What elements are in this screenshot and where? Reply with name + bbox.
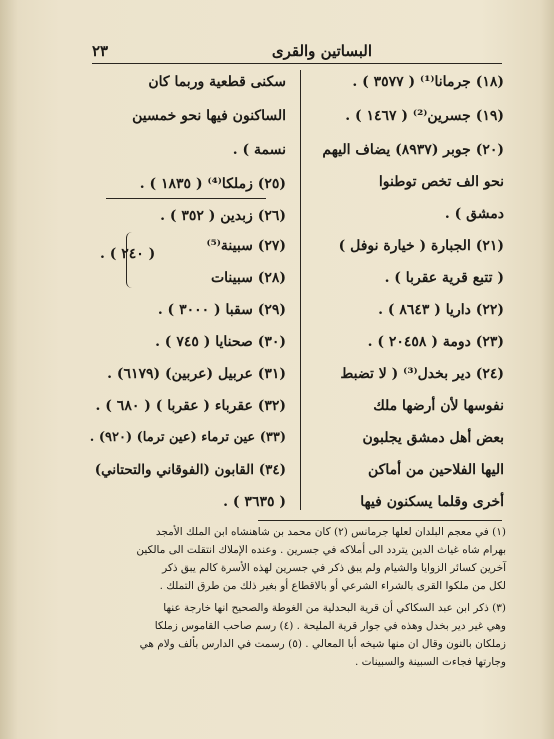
entry-line: (١٨) جرمانا⁽¹⁾ ( ٣٥٧٧ ) . (352, 74, 504, 90)
entry-line: (٢٨) سبينات (210, 270, 286, 286)
footnote-line: لكل من ملكوا القرى بالشراء الشرعي أو بالاقطاع أو بغير ذلك من طرق التملك . (159, 580, 506, 592)
footnote-line: آخرين كسائر الزوايا والشيام ولم يبق ذكر في جسرين لهذه الأسرة كالم يبق ذكر (162, 562, 506, 574)
entry-line: الساكنون فيها نحو خمسين (132, 108, 286, 124)
entry-line: نفوسها لأن أرضها ملك (373, 398, 504, 414)
footnote-line: زملكان بالنون وقال ان منها شيخه أبا المعالي . (٥) رسمت في الدارس بألف ولام هي (139, 638, 506, 650)
page-header (92, 42, 502, 64)
header-rule (92, 63, 502, 64)
entry-line: (٣١) عربيل (عربين) (٦١٧٩) . (107, 366, 286, 382)
entry-line: (٣٣) عين ترماء (عين ترما) (٩٢٠) . (89, 430, 286, 445)
entry-line: نحو الف تخص توطنوا (378, 174, 504, 190)
entry-line: بعض أهل دمشق يجلبون (362, 430, 504, 446)
footnote-line: وجارتها فجاءت السبينة والسبينات . (354, 656, 506, 668)
entry-line: (٢٣) دومة ( ٢٠٤٥٨ ) . (367, 334, 504, 350)
entry-line: اليها الفلاحين من أماكن (368, 462, 504, 478)
footnote-line: وهي غير دير بخدل وهذه في جوار قرية المليحة . (٤) رسم صاحب القاموس زملكا (154, 620, 506, 632)
entry-line: أخرى وقلما يسكنون فيها (360, 494, 504, 510)
footnote-line: (١) في معجم البلدان لعلها جرمانس (٢) كان محمد بن شاهنشاه ابن الملك الأمجد (155, 526, 506, 538)
running-title: البساتين والقرى (271, 42, 372, 60)
entry-line: ( ٣٦٣٥ ) . (223, 494, 286, 510)
entry-line: ( تتبع قرية عقربا ) . (384, 270, 504, 286)
entry-line: (٢٩) سقبا ( ٣٠٠٠ ) . (157, 302, 286, 318)
footnote-line: (٣) ذكر ابن عبد السكاكي أن قرية البحدلية من الغوطة والصحيح انها خارجة عنها (163, 602, 506, 614)
entry-line: (٢٤) دير بخدل⁽³⁾ ( لا تضبط (340, 366, 504, 382)
entry-line: (٢١) الجبارة ( خيارة نوفل ) (338, 238, 504, 254)
entry-line: (٢٥) زملكا⁽⁴⁾ ( ١٨٣٥ ) . (139, 176, 286, 192)
shared-population-value: ( ٢٤٠ ) . (100, 246, 156, 262)
entry-line: (٣٢) عقرباء ( عقربا ) ( ٦٨٠ ) . (95, 398, 286, 414)
entry-line: دمشق ) . (444, 206, 504, 222)
entry-line: (٣٠) صحنايا ( ٧٤٥ ) . (155, 334, 286, 350)
entry-line: سكنى قطعية وربما كان (148, 74, 286, 90)
entry-line: (٢٧) سبينة⁽⁵⁾ (206, 238, 286, 254)
separator-rule (106, 198, 266, 199)
footnote-line: بهرام شاه غياث الدين يتردد الى أملاكه في جسرين . وعنده الإملاك انتقلت الى مالكين (136, 544, 506, 556)
column-divider (300, 70, 301, 510)
entry-line: (١٩) جسرين⁽²⁾ ( ١٤٦٧ ) . (345, 108, 504, 124)
entry-line: (٢٦) زبدين ( ٣٥٢ ) . (160, 208, 286, 224)
entry-line: نسمة ) . (232, 142, 286, 158)
entry-line: (٣٤) القابون (الفوقاني والتحتاني) (94, 462, 286, 478)
entry-line: (٢٢) داريا ( ٨٦٤٣ ) . (378, 302, 504, 318)
page-number: ٢٣ (92, 42, 109, 60)
footnote-rule (258, 520, 502, 521)
entry-line: (٢٠) جوبر (٨٩٣٧) يضاف اليهم (322, 142, 504, 158)
